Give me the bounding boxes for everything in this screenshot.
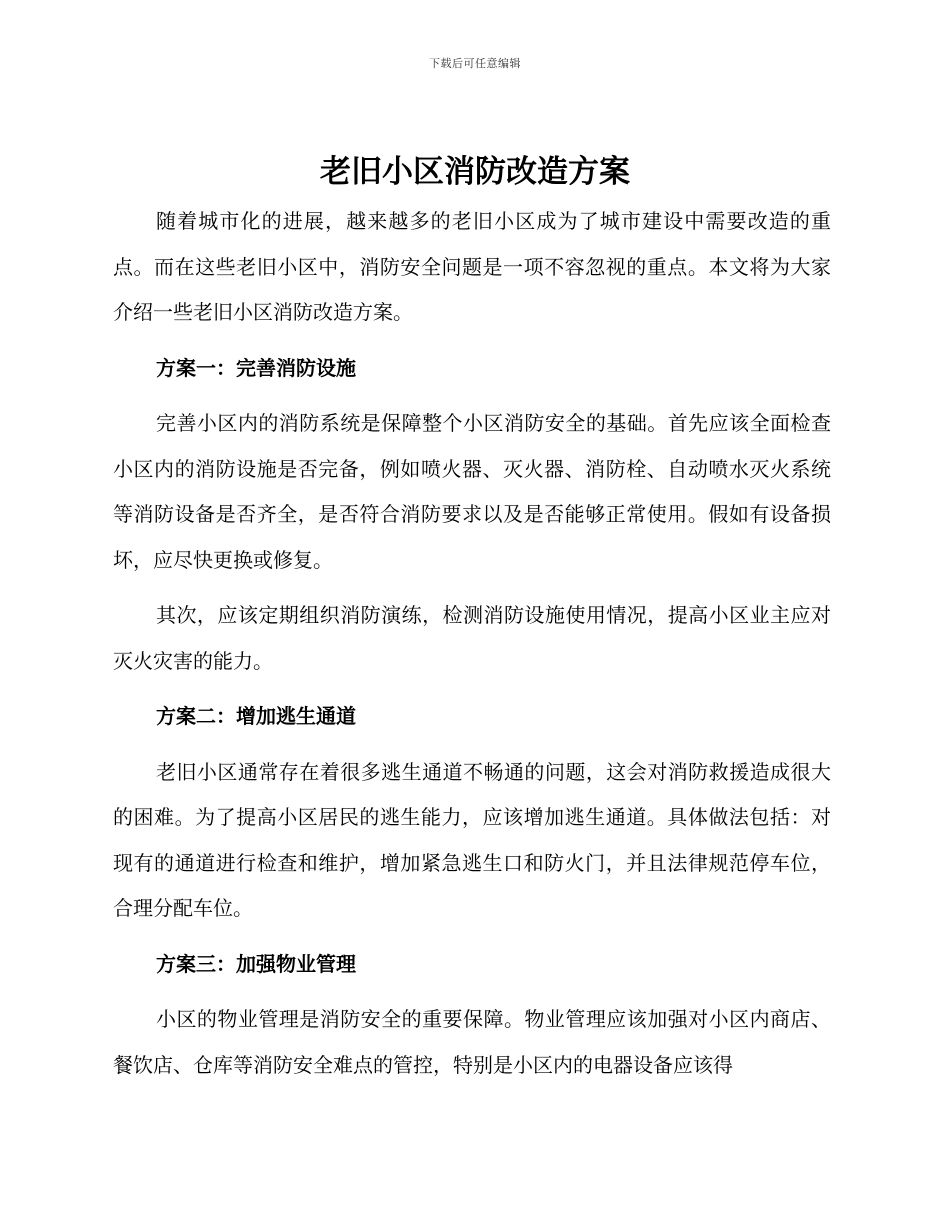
section-1-paragraph-1: 完善小区内的消防系统是保障整个小区消防安全的基础。首先应该全面检查小区内的消防设施是否完备，例如喷火器、灭火器、消防栓、自动喷水灭火系统等消防设备是否齐全，是否符合消防要求以及是否能够正常使用。假如有设备损坏，应尽快更换或修复。 [113, 411, 831, 572]
header-note: 下载后可任意编辑 [429, 57, 521, 70]
section-3-paragraph-1: 小区的物业管理是消防安全的重要保障。物业管理应该加强对小区内商店、餐饮店、仓库等消防安全难点的管控，特别是小区内的电器设备应该得 [113, 1007, 831, 1077]
section-heading-1: 方案一：完善消防设施 [156, 355, 356, 380]
document-body [113, 199, 831, 1098]
section-2-paragraph-1: 老旧小区通常存在着很多逃生通道不畅通的问题，这会对消防救援造成很大的困难。为了提高小区居民的逃生能力，应该增加逃生通道。具体做法包括：对现有的通道进行检查和维护，增加紧急逃生口和防火门，并且法律规范停车位，合理分配车位。 [113, 759, 831, 920]
intro-paragraph: 随着城市化的进展，越来越多的老旧小区成为了城市建设中需要改造的重点。而在这些老旧小区中，消防安全问题是一项不容忽视的重点。本文将为大家介绍一些老旧小区消防改造方案。 [113, 209, 831, 324]
section-1-paragraph-2: 其次，应该定期组织消防演练，检测消防设施使用情况，提高小区业主应对灭火灾害的能力。 [113, 603, 831, 673]
section-heading-2: 方案二：增加逃生通道 [156, 704, 356, 728]
page-title: 老旧小区消防改造方案 [320, 154, 630, 190]
section-heading-3: 方案三：加强物业管理 [156, 951, 356, 976]
